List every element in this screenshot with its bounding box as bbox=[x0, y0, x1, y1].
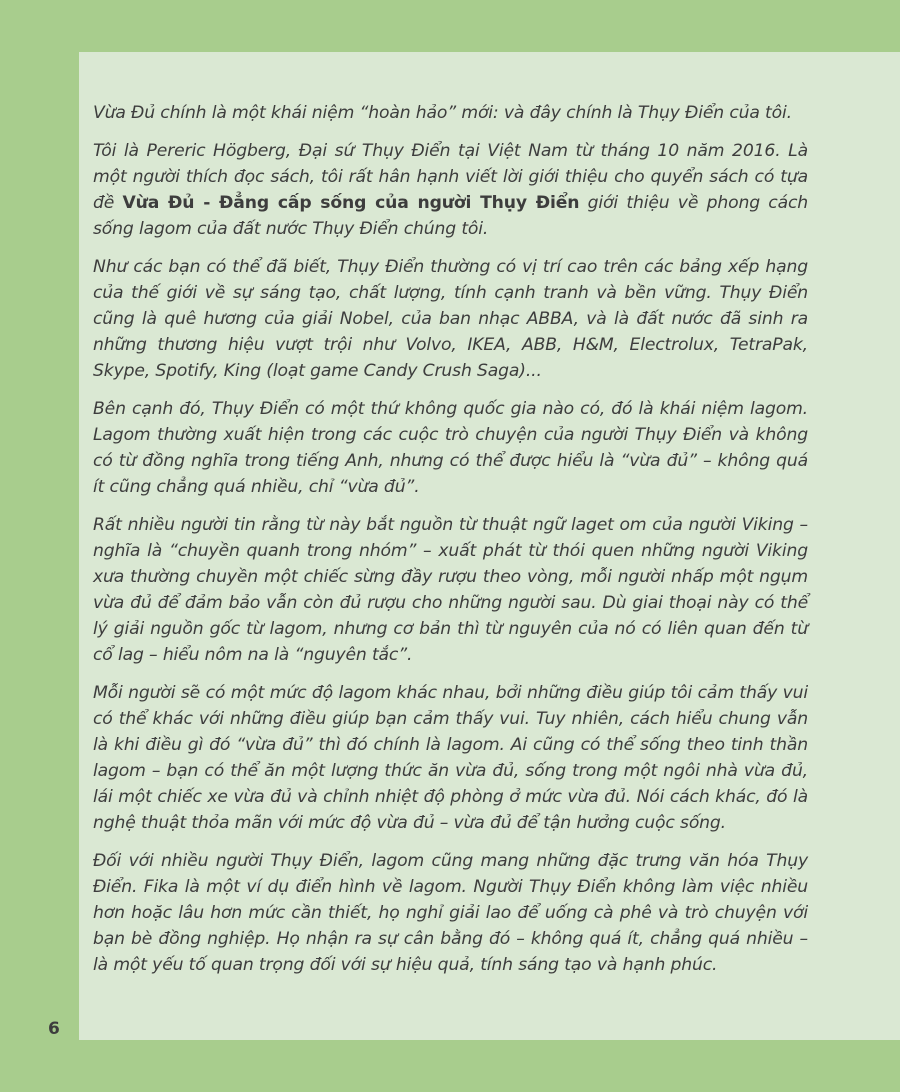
paragraph-sweden-rankings: Như các bạn có thể đã biết, Thụy Điển thường có vị trí cao trên các bảng xếp hạng của thế giới về sự sáng tạo, chất lượng, tính cạnh tranh và bền vững. Thụy Điển cũng là quê hương của giải Nobel, của ban nhạc ABBA, và là đất nước đã sinh ra những thương hiệu vượt trội như Volvo, IKEA, ABB, H&M, Electrolux, TetraPak, Skype, Spotify, King (loạt game Candy Crush Saga)... bbox=[93, 257, 808, 381]
paragraph-lagom-personal: Mỗi người sẽ có một mức độ lagom khác nhau, bởi những điều giúp tôi cảm thấy vui có thể khác với những điều giúp bạn cảm thấy vui. Tuy nhiên, cách hiểu chung vẫn là khi điều gì đó “vừa đủ” thì đó chính là lagom. Ai cũng có thể sống theo tinh thần lagom – bạn có thể ăn một lượng thức ăn vừa đủ, sống trong một ngôi nhà vừa đủ, lái một chiếc xe vừa đủ và chỉnh nhiệt độ phòng ở mức vừa đủ. Nói cách khác, đó là nghệ thuật thỏa mãn với mức độ vừa đủ – vừa đủ để tận hưởng cuộc sống. bbox=[93, 683, 808, 833]
body-text bbox=[93, 100, 808, 990]
paragraph-ambassador-text-1: Tôi là Pereric Högberg, Đại sứ Thụy Điển tại Việt Nam từ tháng 10 năm 2016. Là một người thích đọc sách, tôi rất hân hạnh viết lời giới thiệu cho quyển sách có tựa đề bbox=[93, 141, 808, 213]
book-title: Vừa Đủ - Đẳng cấp sống của người Thụy Điển bbox=[122, 193, 580, 213]
paragraph-intro: Vừa Đủ chính là một khái niệm “hoàn hảo” mới: và đây chính là Thụy Điển của tôi. bbox=[93, 103, 792, 123]
paragraph-lagom-culture: Đối với nhiều người Thụy Điển, lagom cũng mang những đặc trưng văn hóa Thụy Điển. Fika là một ví dụ điển hình về lagom. Người Thụy Điển không làm việc nhiều hơn hoặc lâu hơn mức cần thiết, họ nghỉ giải lao để uống cà phê và trò chuyện với bạn bè đồng nghiệp. Họ nhận ra sự cân bằng đó – không quá ít, chẳng quá nhiều – là một yếu tố quan trọng đối với sự hiệu quả, tính sáng tạo và hạnh phúc. bbox=[93, 851, 808, 975]
paragraph-ambassador-text-2: giới thiệu về phong cách sống lagom của đất nước Thụy Điển chúng tôi. bbox=[93, 193, 808, 239]
page-number: 6 bbox=[48, 1019, 60, 1039]
paragraph-lagom-concept: Bên cạnh đó, Thụy Điển có một thứ không quốc gia nào có, đó là khái niệm lagom. Lagom thường xuất hiện trong các cuộc trò chuyện của người Thụy Điển và không có từ đồng nghĩa trong tiếng Anh, nhưng có thể được hiểu là “vừa đủ” – không quá ít cũng chẳng quá nhiều, chỉ “vừa đủ”. bbox=[93, 399, 808, 497]
paragraph-lagom-origin: Rất nhiều người tin rằng từ này bắt nguồn từ thuật ngữ laget om của người Viking – nghĩa là “chuyền quanh trong nhóm” – xuất phát từ thói quen những người Viking xưa thường chuyền một chiếc sừng đầy rượu theo vòng, mỗi người nhấp một ngụm vừa đủ để đảm bảo vẫn còn đủ rượu cho những người sau. Dù giai thoại này có thể lý giải nguồn gốc từ lagom, nhưng cơ bản thì từ nguyên của nó có liên quan đến từ cổ lag – hiểu nôm na là “nguyên tắc”. bbox=[93, 515, 808, 665]
paragraph-ambassador bbox=[93, 138, 808, 242]
